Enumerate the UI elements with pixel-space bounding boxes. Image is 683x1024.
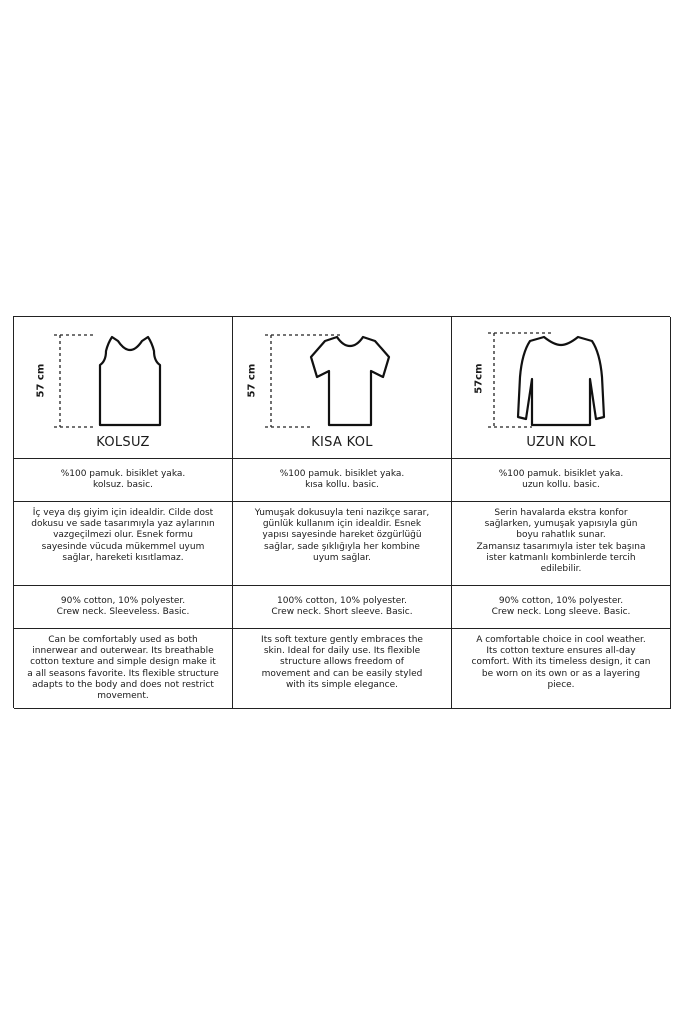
- en-long-description: A comfortable choice in cool weather. Its cotton texture ensures all-day comfort. With its timeless design, it can be worn on its own or as a layering piece.: [452, 629, 671, 709]
- tr-short-description: %100 pamuk. bisiklet yaka. kolsuz. basic.: [14, 459, 233, 502]
- column-title: KISA KOL: [311, 435, 373, 450]
- en-long-description: Can be comfortably used as both innerwear and outerwear. Its breathable cotton texture and simple design make it a all seasons favorite. Its flexible structure adapts to the body and does not restrict movement.: [14, 629, 233, 709]
- measure-label: 57 cm: [246, 363, 258, 398]
- measure-label: 57cm: [473, 363, 485, 394]
- column-header-sleeveless: [14, 317, 233, 459]
- tr-short-description: %100 pamuk. bisiklet yaka. uzun kollu. basic.: [452, 459, 671, 502]
- column-title: KOLSUZ: [96, 435, 150, 450]
- column-title: UZUN KOL: [526, 435, 596, 450]
- tr-long-description: İç veya dış giyim için idealdir. Cilde dost dokusu ve sade tasarımıyla yaz aylarının vazgeçilmezi olur. Esnek formu sayesinde vücuda mükemmel uyum sağlar, hareketi kısıtlamaz.: [14, 502, 233, 586]
- tr-long-description: Serin havalarda ekstra konfor sağlarken, yumuşak yapısıyla gün boyu rahatlık sunar. Zamansız tasarımıyla ister tek başına ister katmanlı kombinlerde tercih edilebilir.: [452, 502, 671, 586]
- measure-label: 57 cm: [35, 363, 47, 398]
- product-comparison-table: [13, 316, 670, 708]
- en-long-description: Its soft texture gently embraces the skin. Ideal for daily use. Its flexible structure allows freedom of movement and can be easily styled with its simple elegance.: [233, 629, 452, 709]
- column-header-long-sleeve: [452, 317, 671, 459]
- tr-short-description: %100 pamuk. bisiklet yaka. kısa kollu. basic.: [233, 459, 452, 502]
- tr-long-description: Yumuşak dokusuyla teni nazikçe sarar, günlük kullanım için idealdir. Esnek yapısı sayesinde hareket özgürlüğü sağlar, sade şıklığıyla her kombine uyum sağlar.: [233, 502, 452, 586]
- en-short-description: 90% cotton, 10% polyester. Crew neck. Sleeveless. Basic.: [14, 586, 233, 629]
- column-header-short-sleeve: [233, 317, 452, 459]
- en-short-description: 100% cotton, 10% polyester. Crew neck. Short sleeve. Basic.: [233, 586, 452, 629]
- en-short-description: 90% cotton, 10% polyester. Crew neck. Long sleeve. Basic.: [452, 586, 671, 629]
